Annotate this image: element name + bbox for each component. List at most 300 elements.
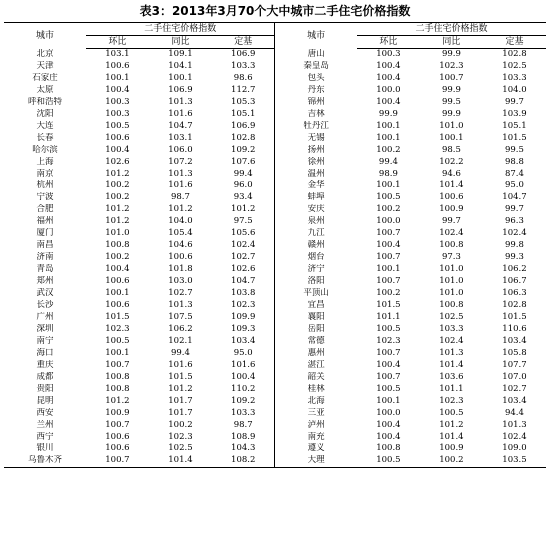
mom-value: 100.8	[376, 443, 401, 454]
city-name: 泸州	[275, 420, 357, 432]
fixed-base-value: 109.9	[231, 311, 256, 322]
mom-value: 100.2	[105, 180, 130, 191]
yoy-value: 101.4	[439, 180, 464, 191]
fixed-base-value: 105.1	[231, 108, 256, 119]
mom-value: 100.7	[105, 359, 130, 370]
fixed-base-value: 106.3	[502, 288, 527, 299]
table-row	[4, 276, 546, 288]
mom-value: 101.2	[105, 168, 130, 179]
city-name: 秦皇岛	[275, 61, 357, 73]
yoy-value: 102.5	[439, 311, 464, 322]
fixed-base-value: 106.2	[502, 264, 527, 275]
mom-value: 100.7	[105, 419, 130, 430]
fixed-base-value: 103.5	[483, 455, 546, 467]
yoy-value: 98.7	[170, 192, 190, 203]
fixed-base-value: 99.8	[504, 240, 524, 251]
city-name: 天津	[36, 60, 54, 71]
table-row	[4, 109, 546, 121]
mom-value: 100.8	[105, 371, 130, 382]
mom-value: 100.5	[357, 455, 420, 467]
city-name: 扬州	[275, 145, 357, 157]
city-name: 南宁	[36, 335, 54, 346]
mom-value: 100.1	[376, 132, 401, 143]
fixed-base-value: 103.8	[231, 288, 256, 299]
city-name: 无锡	[275, 133, 357, 145]
city-name: 宁波	[36, 192, 54, 203]
fixed-base-value: 99.7	[504, 204, 524, 215]
table-row	[4, 360, 546, 372]
yoy-value: 104.0	[168, 216, 193, 227]
city-name: 惠州	[275, 348, 357, 360]
mom-value: 100.4	[376, 72, 401, 83]
fixed-base-value: 97.5	[233, 216, 253, 227]
yoy-value: 101.7	[168, 395, 193, 406]
fixed-base-value: 93.4	[233, 192, 253, 203]
city-name: 济南	[36, 252, 54, 263]
yoy-value: 100.9	[439, 204, 464, 215]
table-row	[4, 252, 546, 264]
city-name: 贵阳	[36, 383, 54, 394]
yoy-value: 101.3	[168, 168, 193, 179]
header-row-top	[4, 23, 546, 36]
city-name: 广州	[36, 311, 54, 322]
city-name: 长沙	[36, 300, 54, 311]
yoy-value: 101.6	[168, 108, 193, 119]
mom-value: 100.5	[376, 323, 401, 334]
yoy-value: 101.0	[439, 288, 464, 299]
mom-value: 100.6	[105, 132, 130, 143]
fixed-base-value: 102.7	[231, 252, 256, 263]
city-name: 哈尔滨	[32, 144, 58, 155]
fixed-base-value: 109.2	[231, 395, 256, 406]
fixed-base-value: 107.6	[231, 156, 256, 167]
fixed-base-value: 105.8	[502, 347, 527, 358]
city-column-header: 城市	[4, 23, 86, 49]
city-name: 三亚	[275, 408, 357, 420]
fixed-base-value: 94.4	[504, 407, 524, 418]
fixed-base-value: 103.3	[231, 407, 256, 418]
city-name: 南昌	[36, 240, 54, 251]
fixed-base-value: 102.6	[231, 264, 256, 275]
mom-column-header: 环比	[357, 36, 420, 49]
city-name: 大连	[36, 120, 54, 131]
yoy-value: 101.5	[168, 371, 193, 382]
mom-value: 100.0	[376, 407, 401, 418]
yoy-value: 101.4	[439, 359, 464, 370]
city-name: 成都	[36, 371, 54, 382]
fixed-base-value: 112.7	[231, 84, 256, 95]
table-row	[4, 408, 546, 420]
fixed-base-value: 109.2	[231, 144, 256, 155]
mom-value: 102.3	[105, 323, 130, 334]
yoy-value: 100.6	[439, 192, 464, 203]
table-row	[4, 312, 546, 324]
yoy-value: 99.7	[441, 216, 461, 227]
table-row	[4, 133, 546, 145]
fixed-base-value: 96.3	[504, 216, 524, 227]
yoy-column-header: 同比	[420, 36, 483, 49]
fixed-base-value: 107.7	[502, 359, 527, 370]
yoy-value: 102.3	[439, 60, 464, 71]
table-row	[4, 157, 546, 169]
table-row	[4, 240, 546, 252]
mom-value: 100.3	[376, 49, 401, 59]
index-group-header: 二手住宅价格指数	[357, 23, 546, 36]
yoy-value: 103.0	[168, 276, 193, 287]
yoy-value: 101.2	[439, 419, 464, 430]
city-name: 包头	[275, 73, 357, 85]
table-row	[4, 97, 546, 109]
yoy-value: 109.1	[168, 49, 193, 59]
mom-value: 101.2	[105, 204, 130, 215]
yoy-value: 101.0	[439, 120, 464, 131]
fixed-base-value: 99.5	[504, 144, 524, 155]
fixed-base-value: 102.8	[502, 300, 527, 311]
yoy-value: 101.2	[168, 383, 193, 394]
mom-value: 100.3	[105, 96, 130, 107]
city-name: 牡丹江	[275, 121, 357, 133]
mom-value: 102.6	[105, 156, 130, 167]
yoy-value: 98.5	[441, 144, 461, 155]
city-name: 九江	[275, 228, 357, 240]
city-name: 北京	[36, 48, 54, 59]
city-name: 呼和浩特	[27, 96, 62, 107]
fixed-base-value: 96.0	[233, 180, 253, 191]
mom-value: 100.6	[105, 431, 130, 442]
city-name: 西安	[36, 407, 54, 418]
table-row	[4, 216, 546, 228]
mom-value: 100.4	[376, 60, 401, 71]
city-name: 常德	[275, 336, 357, 348]
mom-value: 100.1	[376, 264, 401, 275]
city-name: 南京	[36, 168, 54, 179]
fixed-base-column-header: 定基	[483, 36, 546, 49]
fixed-base-value: 102.3	[231, 300, 256, 311]
table-row	[4, 49, 546, 61]
table-row	[4, 264, 546, 276]
mom-value: 99.9	[378, 108, 398, 119]
fixed-base-column-header: 定基	[212, 36, 275, 49]
city-name: 合肥	[36, 204, 54, 215]
table-row	[4, 73, 546, 85]
yoy-value: 99.5	[441, 96, 461, 107]
mom-value: 100.4	[376, 431, 401, 442]
city-name: 泉州	[275, 216, 357, 228]
mom-value: 100.5	[105, 120, 130, 131]
fixed-base-value: 108.9	[231, 431, 256, 442]
mom-value: 101.0	[105, 228, 130, 239]
fixed-base-value: 99.4	[233, 168, 253, 179]
fixed-base-value: 103.3	[502, 72, 527, 83]
fixed-base-value: 102.4	[502, 228, 527, 239]
fixed-base-value: 101.5	[502, 132, 527, 143]
mom-value: 100.1	[376, 120, 401, 131]
yoy-value: 102.5	[168, 443, 193, 454]
yoy-value: 100.7	[439, 72, 464, 83]
mom-value: 99.4	[378, 156, 398, 167]
fixed-base-value: 103.3	[231, 60, 256, 71]
table-row	[4, 396, 546, 408]
fixed-base-value: 104.7	[502, 192, 527, 203]
fixed-base-value: 102.4	[231, 240, 256, 251]
mom-value: 100.7	[86, 455, 149, 467]
yoy-value: 100.9	[439, 443, 464, 454]
city-name: 长春	[36, 132, 54, 143]
city-name: 海口	[36, 347, 54, 358]
yoy-value: 100.1	[439, 132, 464, 143]
fixed-base-value: 102.4	[502, 431, 527, 442]
fixed-base-value: 104.7	[231, 276, 256, 287]
mom-value: 100.5	[376, 192, 401, 203]
mom-value: 100.6	[105, 60, 130, 71]
city-name: 西宁	[36, 431, 54, 442]
fixed-base-value: 102.5	[502, 60, 527, 71]
table-row	[4, 180, 546, 192]
yoy-value: 97.3	[441, 252, 461, 263]
fixed-base-value: 99.7	[504, 96, 524, 107]
fixed-base-value: 102.8	[502, 49, 527, 59]
table-row	[4, 432, 546, 444]
table-row	[4, 324, 546, 336]
city-name: 丹东	[275, 85, 357, 97]
yoy-value: 100.6	[168, 252, 193, 263]
yoy-value: 100.5	[439, 407, 464, 418]
table-row	[4, 121, 546, 133]
city-name: 济宁	[275, 264, 357, 276]
yoy-value: 101.8	[168, 264, 193, 275]
mom-value: 100.4	[376, 240, 401, 251]
fixed-base-value: 100.4	[231, 371, 256, 382]
yoy-value: 106.9	[168, 84, 193, 95]
mom-value: 100.1	[105, 288, 130, 299]
fixed-base-value: 98.6	[233, 72, 253, 83]
city-name: 福州	[36, 216, 54, 227]
mom-value: 100.2	[105, 192, 130, 203]
city-name: 武汉	[36, 288, 54, 299]
yoy-value: 104.1	[168, 60, 193, 71]
fixed-base-value: 102.7	[502, 383, 527, 394]
fixed-base-value: 103.4	[231, 335, 256, 346]
fixed-base-value: 101.3	[502, 419, 527, 430]
city-name: 吉林	[275, 109, 357, 121]
mom-value: 100.1	[105, 72, 130, 83]
city-name: 襄阳	[275, 312, 357, 324]
table-row	[4, 384, 546, 396]
city-name: 兰州	[36, 419, 54, 430]
city-column-header: 城市	[275, 23, 357, 49]
fixed-base-value: 103.4	[502, 335, 527, 346]
yoy-column-header: 同比	[149, 36, 212, 49]
mom-value: 101.2	[105, 216, 130, 227]
mom-value: 100.3	[105, 108, 130, 119]
yoy-value: 104.6	[168, 240, 193, 251]
table-row	[4, 372, 546, 384]
yoy-value: 101.7	[168, 407, 193, 418]
fixed-base-value: 99.3	[504, 252, 524, 263]
city-name: 韶关	[275, 372, 357, 384]
mom-value: 100.5	[376, 383, 401, 394]
city-name: 赣州	[275, 240, 357, 252]
fixed-base-value: 101.2	[231, 204, 256, 215]
fixed-base-value: 106.9	[231, 49, 256, 59]
fixed-base-value: 104.0	[502, 84, 527, 95]
fixed-base-value: 103.9	[502, 108, 527, 119]
city-name: 桂林	[275, 384, 357, 396]
table-row	[4, 348, 546, 360]
mom-value: 100.7	[376, 228, 401, 239]
fixed-base-value: 102.8	[231, 132, 256, 143]
city-name: 唐山	[275, 49, 357, 61]
yoy-value: 101.2	[168, 204, 193, 215]
mom-value: 100.4	[376, 359, 401, 370]
mom-value: 101.2	[105, 395, 130, 406]
fixed-base-value: 110.6	[502, 323, 527, 334]
yoy-value: 101.3	[168, 96, 193, 107]
table-row	[4, 455, 546, 467]
yoy-value: 99.9	[441, 84, 461, 95]
city-name: 蚌埠	[275, 192, 357, 204]
fixed-base-value: 98.8	[504, 156, 524, 167]
mom-value: 103.1	[105, 49, 130, 59]
yoy-value: 102.4	[439, 228, 464, 239]
city-name: 上海	[36, 156, 54, 167]
table-row	[4, 336, 546, 348]
city-name: 深圳	[36, 323, 54, 334]
city-name: 郑州	[36, 276, 54, 287]
city-name: 杭州	[36, 180, 54, 191]
fixed-base-value: 95.0	[233, 347, 253, 358]
mom-value: 100.2	[376, 144, 401, 155]
yoy-value: 103.3	[439, 323, 464, 334]
fixed-base-value: 98.7	[233, 419, 253, 430]
city-name: 锦州	[275, 97, 357, 109]
table-row	[4, 192, 546, 204]
city-name: 安庆	[275, 204, 357, 216]
city-name: 青岛	[36, 264, 54, 275]
mom-value: 100.0	[376, 216, 401, 227]
yoy-value: 103.1	[168, 132, 193, 143]
city-name: 平顶山	[275, 288, 357, 300]
table-row	[4, 145, 546, 157]
city-name: 大理	[275, 455, 357, 467]
yoy-value: 102.3	[168, 431, 193, 442]
fixed-base-value: 104.3	[231, 443, 256, 454]
index-group-header: 二手住宅价格指数	[86, 23, 275, 36]
table-row	[4, 85, 546, 97]
mom-value: 100.8	[105, 240, 130, 251]
fixed-base-value: 106.7	[502, 276, 527, 287]
fixed-base-value: 109.0	[502, 443, 527, 454]
table-body	[4, 49, 546, 468]
mom-value: 100.4	[105, 264, 130, 275]
city-name: 重庆	[36, 359, 54, 370]
fixed-base-value: 109.3	[231, 323, 256, 334]
table-row	[4, 61, 546, 73]
city-name: 烟台	[275, 252, 357, 264]
mom-value: 100.7	[376, 252, 401, 263]
fixed-base-value: 106.9	[231, 120, 256, 131]
mom-value: 100.6	[105, 300, 130, 311]
yoy-value: 101.6	[168, 180, 193, 191]
mom-value: 100.1	[376, 395, 401, 406]
mom-value: 100.6	[105, 276, 130, 287]
mom-value: 102.3	[376, 335, 401, 346]
mom-value: 100.4	[105, 144, 130, 155]
fixed-base-value: 105.1	[502, 120, 527, 131]
table-row	[4, 443, 546, 455]
mom-value: 100.0	[376, 84, 401, 95]
mom-value: 100.7	[376, 371, 401, 382]
yoy-value: 103.6	[439, 371, 464, 382]
mom-value: 100.6	[105, 443, 130, 454]
city-name: 徐州	[275, 157, 357, 169]
table-row	[4, 169, 546, 181]
city-name: 洛阳	[275, 276, 357, 288]
city-name: 厦门	[36, 228, 54, 239]
yoy-value: 101.3	[439, 347, 464, 358]
table-row	[4, 228, 546, 240]
yoy-value: 100.2	[168, 419, 193, 430]
yoy-value: 99.9	[441, 49, 461, 59]
yoy-value: 99.4	[170, 347, 190, 358]
fixed-base-value: 105.6	[231, 228, 256, 239]
city-name: 南充	[275, 432, 357, 444]
yoy-value: 100.8	[439, 300, 464, 311]
city-name: 沈阳	[36, 108, 54, 119]
yoy-value: 107.5	[168, 311, 193, 322]
mom-value: 100.2	[376, 288, 401, 299]
mom-value: 101.5	[105, 311, 130, 322]
fixed-base-value: 105.3	[231, 96, 256, 107]
yoy-value: 94.6	[441, 168, 461, 179]
mom-value: 100.8	[105, 383, 130, 394]
yoy-value: 101.3	[168, 300, 193, 311]
yoy-value: 102.3	[439, 395, 464, 406]
city-name: 昆明	[36, 395, 54, 406]
fixed-base-value: 103.4	[502, 395, 527, 406]
yoy-value: 106.0	[168, 144, 193, 155]
fixed-base-value: 95.0	[504, 180, 524, 191]
city-name: 金华	[275, 180, 357, 192]
mom-value: 100.9	[105, 407, 130, 418]
mom-value: 101.1	[376, 311, 401, 322]
table-row	[4, 300, 546, 312]
yoy-value: 101.1	[439, 383, 464, 394]
yoy-value: 102.2	[439, 156, 464, 167]
yoy-value: 107.2	[168, 156, 193, 167]
mom-value: 100.1	[376, 180, 401, 191]
yoy-value: 101.6	[168, 359, 193, 370]
yoy-value: 101.0	[439, 264, 464, 275]
mom-value: 100.7	[376, 347, 401, 358]
mom-value: 100.4	[105, 84, 130, 95]
yoy-value: 105.4	[168, 228, 193, 239]
yoy-value: 100.1	[168, 72, 193, 83]
yoy-value: 106.2	[168, 323, 193, 334]
yoy-value: 100.2	[420, 455, 483, 467]
yoy-value: 102.1	[168, 335, 193, 346]
city-name: 石家庄	[32, 72, 58, 83]
fixed-base-value: 107.0	[502, 371, 527, 382]
table-row	[4, 288, 546, 300]
mom-value: 100.4	[376, 96, 401, 107]
table-title: 表3：2013年3月70个大中城市二手住宅价格指数	[139, 4, 411, 18]
price-index-table	[4, 22, 546, 468]
city-name: 银川	[36, 443, 54, 454]
mom-value: 100.5	[105, 335, 130, 346]
table-row	[4, 204, 546, 216]
city-name: 乌鲁木齐	[4, 455, 86, 467]
